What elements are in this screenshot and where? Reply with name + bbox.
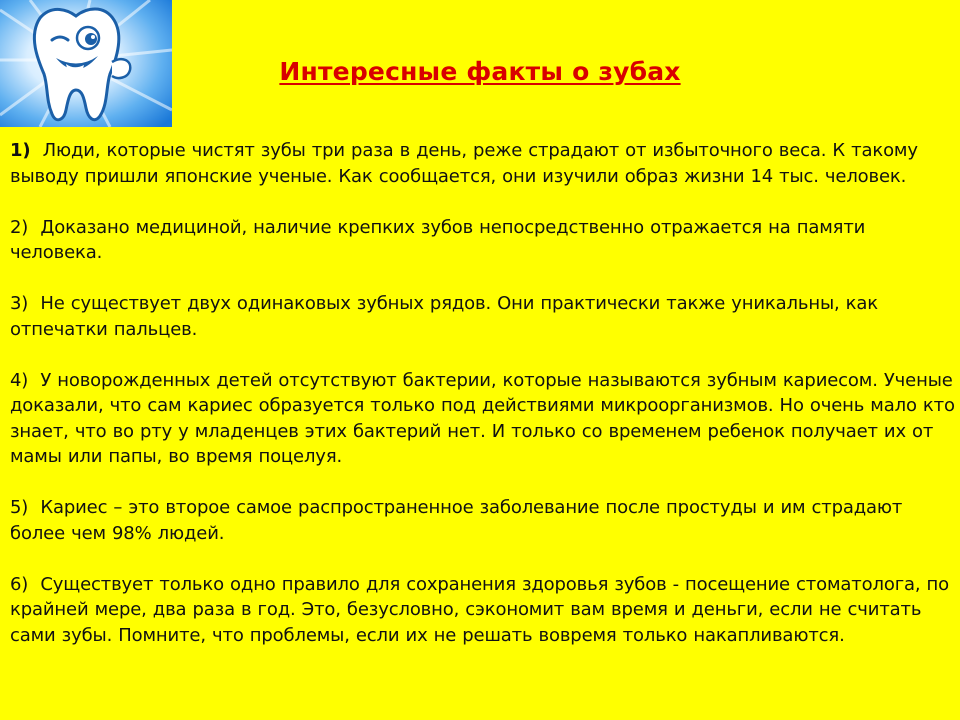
fact-text: Кариес – это второе самое распространенное заболевание после простуды и им страдают более чем 98% людей.	[10, 497, 903, 544]
smiling-tooth-icon	[0, 0, 172, 127]
facts-list	[10, 138, 955, 674]
fact-item-2	[10, 215, 955, 266]
fact-item-6	[10, 572, 955, 649]
fact-text: Доказано медициной, наличие крепких зубов непосредственно отражается на памяти человека.	[10, 216, 866, 263]
fact-number: 6)	[10, 573, 29, 595]
fact-number: 3)	[10, 293, 29, 314]
fact-text: Существует только одно правило для сохранения здоровья зубов - посещение стоматолога, по крайней мере, два раза в год. Это, безусловно, сэкономит вам время и деньги, если не считать сами зубы. Помните, что проблемы, если их не решать вовремя только накапливаются.	[10, 573, 950, 646]
fact-item-4	[10, 368, 955, 470]
fact-number: 1)	[10, 140, 31, 161]
fact-number: 5)	[10, 497, 29, 518]
fact-item-5	[10, 495, 955, 546]
fact-text: У новорожденных детей отсутствуют бактерии, которые называются зубным кариесом. Ученые доказали, что сам кариес образуется только под действиями микроорганизмов. Но очень мало кто знает, что во рту у младенцев этих бактерий нет. И только со временем ребенок получает их от мамы или папы, во время поцелуя.	[10, 369, 955, 467]
fact-item-1	[10, 138, 955, 189]
tooth-mascot-logo	[0, 0, 172, 127]
page-title: Интересные факты о зубах	[279, 57, 681, 86]
fact-text: Не существует двух одинаковых зубных рядов. Они практически также уникальны, как отпечатки пальцев.	[10, 293, 878, 340]
fact-number: 2)	[10, 216, 29, 238]
fact-number: 4)	[10, 369, 29, 391]
fact-item-3	[10, 291, 955, 342]
fact-text: Люди, которые чистят зубы три раза в день, реже страдают от избыточного веса. К такому выводу пришли японские ученые. Как сообщается, они изучили образ жизни 14 тыс. человек.	[10, 140, 918, 187]
